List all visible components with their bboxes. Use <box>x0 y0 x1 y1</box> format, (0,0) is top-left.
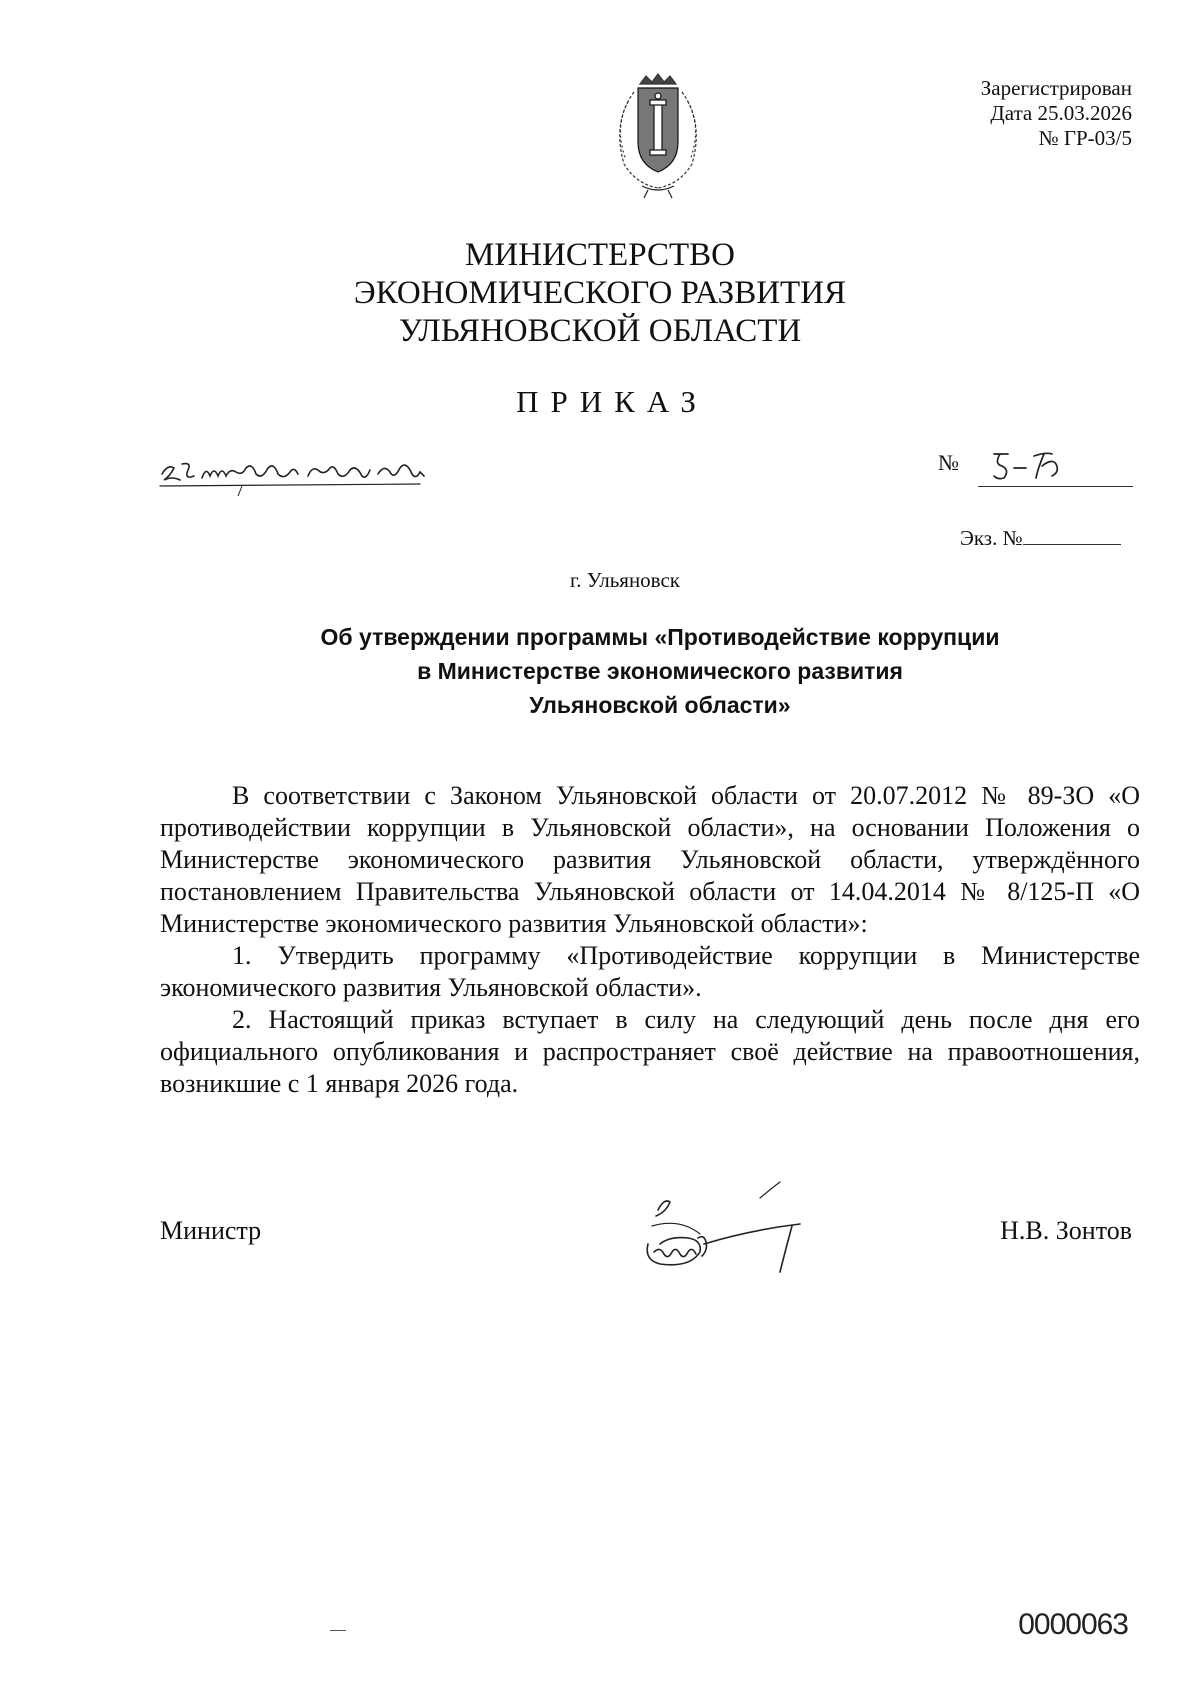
order-subject-line-2: в Министерстве экономического развития <box>417 658 903 684</box>
order-number-underline <box>978 486 1133 488</box>
registration-stamp <box>981 76 1132 151</box>
order-subject-line-3: Ульяновской области» <box>529 692 791 718</box>
order-item-2: 2. Настоящий приказ вступает в силу на следующий день после дня его официального опубликования и распространяет своё действие на правоотношения, возникшие с 1 января 2026 года. <box>160 1005 1140 1098</box>
ministry-title-line-3: УЛЬЯНОВСКОЙ ОБЛАСТИ <box>398 313 802 349</box>
order-item-1: 1. Утвердить программу «Противодействие коррупции в Министерстве экономического развития Ульяновской области». <box>160 941 1140 1002</box>
order-number-label: № <box>938 450 959 475</box>
order-title: ПРИКАЗ <box>516 384 708 419</box>
handwritten-order-number <box>990 444 1080 484</box>
footer-mark <box>330 1630 346 1632</box>
signatory-title: Министр <box>160 1216 262 1245</box>
signatory-name: Н.В. Зонтов <box>1000 1216 1132 1245</box>
coat-of-arms-emblem <box>588 72 728 200</box>
ministry-title-line-2: ЭКОНОМИЧЕСКОГО РАЗВИТИЯ <box>353 275 847 311</box>
order-subject <box>160 620 1160 722</box>
city: г. Ульяновск <box>569 568 680 592</box>
order-body <box>160 780 1140 1100</box>
page-code: 0000063 <box>1018 1608 1128 1641</box>
registration-label: Зарегистрирован <box>980 76 1132 100</box>
handwritten-signature <box>640 1168 830 1278</box>
handwritten-date <box>158 446 458 496</box>
order-subject-line-1: Об утверждении программы «Противодействие коррупции <box>320 624 1000 650</box>
registration-date: Дата 25.03.2026 <box>990 101 1132 125</box>
ministry-title <box>0 236 1200 350</box>
copy-number <box>960 524 1121 551</box>
copy-number-label: Экз. № <box>960 526 1023 550</box>
ministry-title-line-1: МИНИСТЕРСТВО <box>465 237 735 273</box>
registration-number: № ГР-03/5 <box>1038 126 1132 150</box>
preamble-paragraph: В соответствии с Законом Ульяновской области от 20.07.2012 № 89-ЗО «О противодействии коррупции в Ульяновской области», на основании Положения о Министерстве экономического развития Ульяновской области, утверждённого постановлением Правительства Ульяновской области от 14.04.2014 № 8/125-П «О Министерстве экономического развития Ульяновской области»: <box>160 781 1140 938</box>
copy-number-blank <box>1023 524 1121 545</box>
